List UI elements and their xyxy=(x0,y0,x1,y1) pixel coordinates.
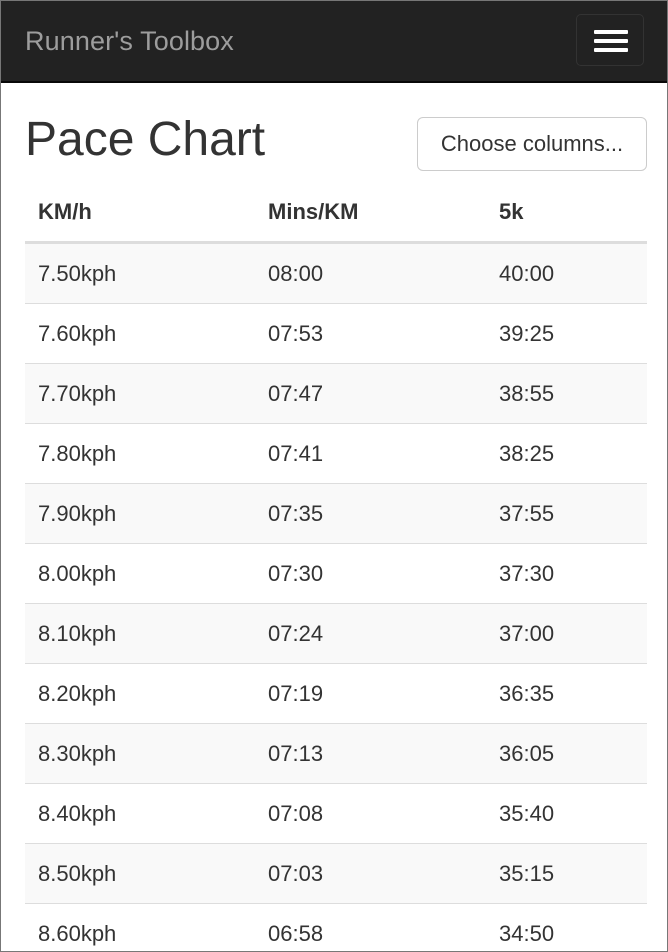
table-row xyxy=(25,544,647,604)
cell-speed: 7.60kph xyxy=(25,304,255,364)
table-row xyxy=(25,724,647,784)
cell-5k-time: 34:50 xyxy=(486,904,647,952)
cell-pace: 07:41 xyxy=(255,424,486,484)
table-row xyxy=(25,784,647,844)
cell-speed: 7.50kph xyxy=(25,243,255,304)
table-row xyxy=(25,243,647,304)
table-row xyxy=(25,604,647,664)
navbar-toggle-button[interactable] xyxy=(576,14,644,66)
pace-table-body xyxy=(25,243,647,952)
cell-pace: 07:24 xyxy=(255,604,486,664)
table-row xyxy=(25,664,647,724)
table-row xyxy=(25,844,647,904)
table-row xyxy=(25,424,647,484)
choose-columns-button[interactable]: Choose columns... xyxy=(417,117,647,171)
cell-speed: 8.60kph xyxy=(25,904,255,952)
cell-5k-time: 36:35 xyxy=(486,664,647,724)
page-title: Pace Chart xyxy=(25,113,266,166)
cell-speed: 7.80kph xyxy=(25,424,255,484)
column-header-kmh[interactable]: KM/h xyxy=(25,183,255,243)
cell-speed: 7.70kph xyxy=(25,364,255,424)
navbar-brand[interactable]: Runner's Toolbox xyxy=(25,26,234,56)
cell-pace: 07:08 xyxy=(255,784,486,844)
cell-pace: 06:58 xyxy=(255,904,486,952)
table-row xyxy=(25,304,647,364)
cell-pace: 07:30 xyxy=(255,544,486,604)
cell-pace: 07:47 xyxy=(255,364,486,424)
column-header-mins-per-km[interactable]: Mins/KM xyxy=(255,183,486,243)
pace-table xyxy=(25,183,647,952)
cell-speed: 8.30kph xyxy=(25,724,255,784)
hamburger-bar xyxy=(594,48,628,52)
hamburger-bar xyxy=(594,30,628,34)
cell-5k-time: 37:30 xyxy=(486,544,647,604)
cell-5k-time: 37:55 xyxy=(486,484,647,544)
cell-5k-time: 37:00 xyxy=(486,604,647,664)
cell-pace: 07:13 xyxy=(255,724,486,784)
cell-speed: 8.10kph xyxy=(25,604,255,664)
cell-pace: 08:00 xyxy=(255,243,486,304)
cell-5k-time: 38:55 xyxy=(486,364,647,424)
header-row xyxy=(25,183,647,243)
cell-speed: 8.00kph xyxy=(25,544,255,604)
table-row xyxy=(25,904,647,952)
cell-speed: 8.20kph xyxy=(25,664,255,724)
table-row xyxy=(25,364,647,424)
cell-pace: 07:53 xyxy=(255,304,486,364)
cell-5k-time: 35:40 xyxy=(486,784,647,844)
cell-speed: 7.90kph xyxy=(25,484,255,544)
cell-5k-time: 35:15 xyxy=(486,844,647,904)
table-row xyxy=(25,484,647,544)
cell-pace: 07:03 xyxy=(255,844,486,904)
cell-5k-time: 40:00 xyxy=(486,243,647,304)
cell-pace: 07:35 xyxy=(255,484,486,544)
cell-speed: 8.40kph xyxy=(25,784,255,844)
cell-5k-time: 38:25 xyxy=(486,424,647,484)
cell-5k-time: 36:05 xyxy=(486,724,647,784)
navbar xyxy=(1,1,667,83)
cell-speed: 8.50kph xyxy=(25,844,255,904)
cell-pace: 07:19 xyxy=(255,664,486,724)
cell-5k-time: 39:25 xyxy=(486,304,647,364)
hamburger-bar xyxy=(594,39,628,43)
pace-table-header xyxy=(25,183,647,243)
column-header-5k[interactable]: 5k xyxy=(486,183,647,243)
